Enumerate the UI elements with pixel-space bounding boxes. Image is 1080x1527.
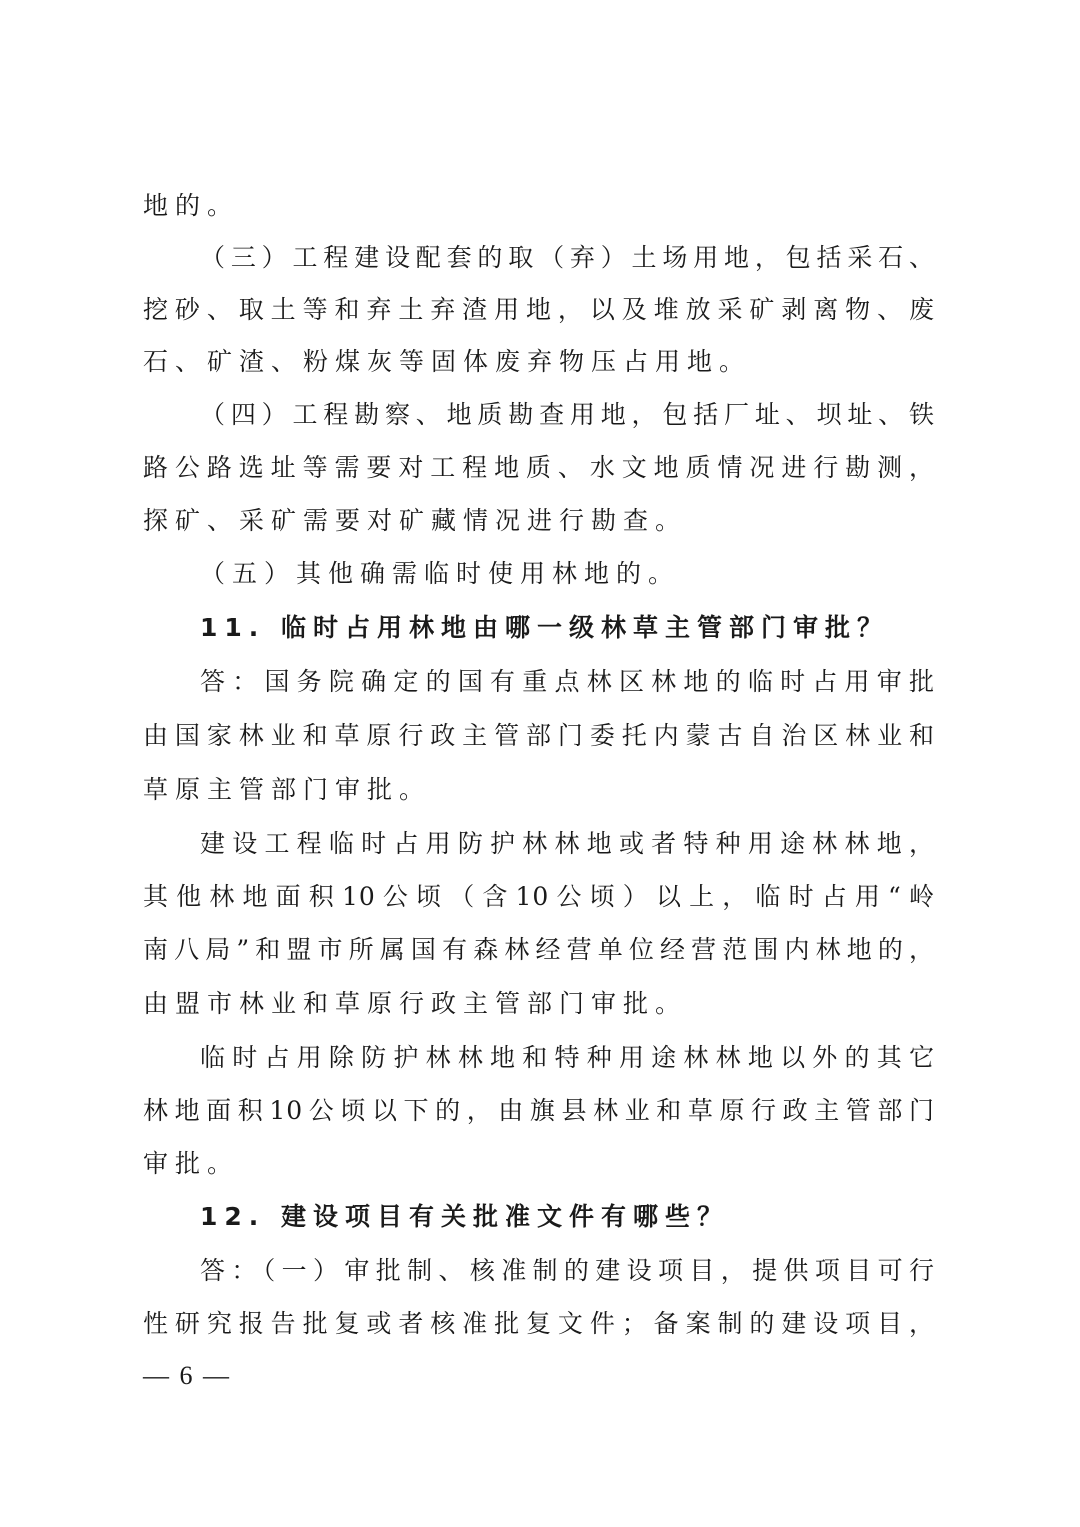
text-line: 南八局”和盟市所属国有森林经营单位经营范围内林地的， — [143, 935, 935, 964]
text-line: （五）其他确需临时使用林地的。 — [200, 559, 681, 588]
text-line: 路公路选址等需要对工程地质、水文地质情况进行勘测， — [143, 453, 935, 482]
text-line: 挖砂、取土等和弃土弃渣用地，以及堆放采矿剥离物、废 — [143, 295, 935, 324]
text-line: 性研究报告批复或者核准批复文件；备案制的建设项目， — [143, 1309, 935, 1338]
text-line: 建设工程临时占用防护林林地或者特种用途林林地， — [200, 829, 935, 858]
text-line: （三）工程建设配套的取（弃）土场用地，包括采石、 — [200, 243, 935, 272]
text-line: 审批。 — [143, 1149, 240, 1178]
text-line: 草原主管部门审批。 — [143, 775, 432, 804]
text-line: 其他林地面积10公顷（含10公顷）以上，临时占用“岭 — [143, 882, 935, 911]
text-line: 石、矿渣、粉煤灰等固体废弃物压占用地。 — [143, 347, 752, 376]
section-heading: 12. 建设项目有关批准文件有哪些？ — [200, 1202, 729, 1231]
section-heading: 11. 临时占用林地由哪一级林草主管部门审批？ — [200, 613, 889, 642]
text-line: 答：（一）审批制、核准制的建设项目，提供项目可行 — [200, 1256, 935, 1285]
text-line: 地的。 — [143, 191, 240, 220]
text-line: 临时占用除防护林林地和特种用途林林地以外的其它 — [200, 1043, 935, 1072]
page-number: — 6 — — [143, 1361, 231, 1390]
text-line: 答：国务院确定的国有重点林区林地的临时占用审批 — [200, 667, 935, 696]
text-line: 由国家林业和草原行政主管部门委托内蒙古自治区林业和 — [143, 721, 935, 750]
text-line: 林地面积10公顷以下的，由旗县林业和草原行政主管部门 — [143, 1096, 935, 1125]
text-line: 由盟市林业和草原行政主管部门审批。 — [143, 989, 688, 1018]
text-line: 探矿、采矿需要对矿藏情况进行勘查。 — [143, 506, 688, 535]
text-line: （四）工程勘察、地质勘查用地，包括厂址、坝址、铁 — [200, 400, 935, 429]
